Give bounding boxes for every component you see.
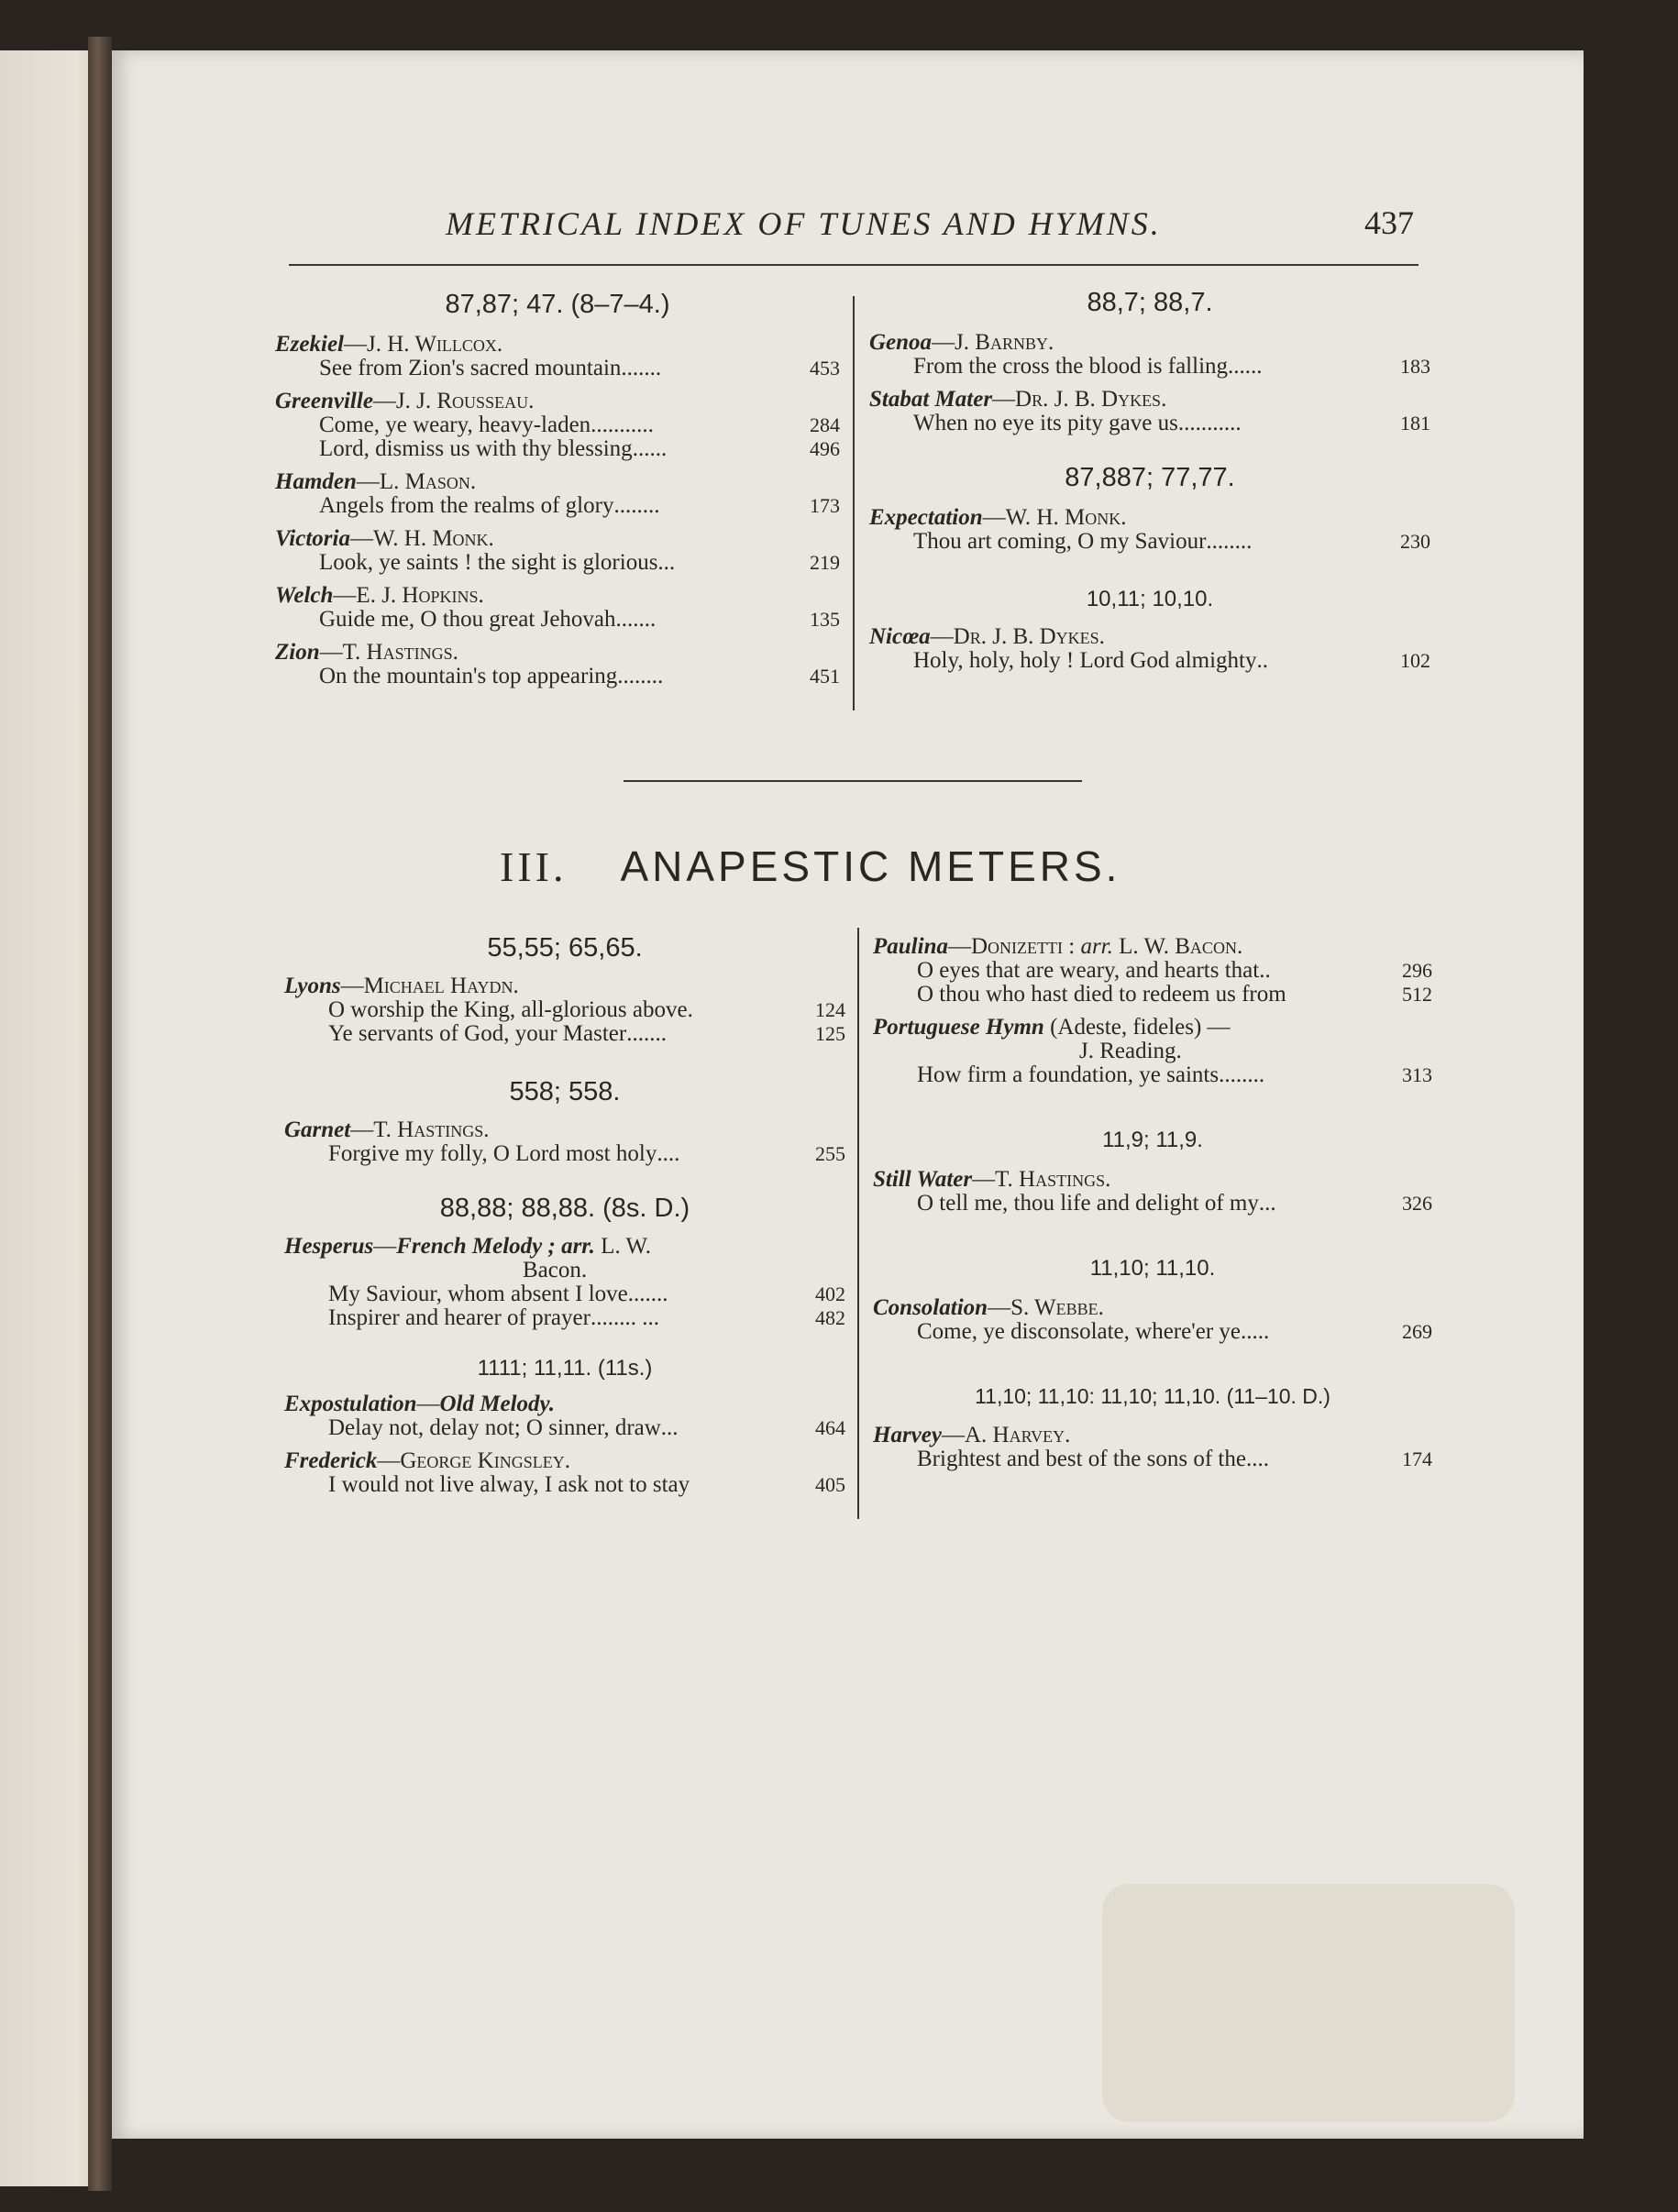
hymn-number: 124 (815, 998, 845, 1021)
hymn-first-line: When no eye its pity gave us (913, 411, 1178, 435)
tune-entry (275, 470, 840, 518)
hymn-number: 135 (810, 608, 840, 631)
composer: L. Mason. (379, 469, 477, 494)
composer-continued: Bacon. (523, 1258, 588, 1282)
tune-name: Expostulation (284, 1392, 417, 1416)
composer: T. Hastings. (342, 640, 458, 665)
hymn-number: 405 (815, 1473, 845, 1496)
tune-entry (284, 1235, 845, 1330)
hymn-first-line: Brightest and best of the sons of the (917, 1447, 1246, 1471)
hymn-number: 219 (810, 551, 840, 574)
tune-name: Ezekiel (275, 332, 344, 357)
leader-dots: ... (660, 1415, 679, 1440)
leader-dots: .... (657, 1141, 680, 1166)
tune-entry (873, 1296, 1432, 1344)
hymn-line (275, 494, 840, 518)
composer: J. H. Willcox. (367, 332, 503, 357)
composer-italic: French Melody ; arr. (396, 1234, 595, 1259)
tune-name: Greenville (275, 389, 373, 413)
leader-dots: ....... (621, 356, 662, 380)
leader-dots: .. (1259, 958, 1271, 983)
hymn-line (284, 1022, 845, 1046)
tune-name: Hesperus (284, 1234, 374, 1259)
tune-name: Frederick (284, 1448, 378, 1473)
tune-entry (275, 641, 840, 688)
tune-name: Consolation (873, 1295, 988, 1320)
hymn-number: 326 (1402, 1192, 1432, 1215)
hymn-number: 313 (1402, 1063, 1432, 1086)
composer: E. J. Hopkins. (356, 583, 484, 608)
tune-name: Still Water (873, 1167, 973, 1192)
hymn-first-line: O thou who hast died to redeem us from (917, 982, 1286, 1007)
tune-entry (869, 388, 1430, 435)
hymn-line (275, 608, 840, 632)
meter-heading: 88,7; 88,7. (1087, 288, 1213, 317)
section-heading (500, 842, 1121, 891)
hymn-first-line: See from Zion's sacred mountain (319, 356, 622, 380)
hymn-line (275, 665, 840, 688)
composer-plain: (Adeste, fideles) — (1050, 1015, 1231, 1040)
leader-dots: .. (1256, 648, 1268, 673)
tune-entry (873, 935, 1432, 1007)
composer: S. Webbe. (1010, 1295, 1104, 1320)
tune-line: Garnet—T. Hastings. (284, 1117, 490, 1142)
meter-heading: 1111; 11,11. (11s.) (477, 1356, 653, 1381)
composer: George Kingsley. (400, 1448, 570, 1473)
hymn-line (275, 551, 840, 575)
meter-heading: 10,11; 10,10. (1086, 587, 1214, 611)
hymn-line (869, 649, 1430, 673)
tune-line: Genoa—J. Barnby. (869, 330, 1054, 355)
tune-line: Consolation—S. Webbe. (873, 1295, 1104, 1320)
leader-dots: ....... (627, 1282, 668, 1306)
composer: T. Hastings. (995, 1167, 1111, 1192)
hymn-line (284, 1282, 845, 1306)
tune-name: Expectation (869, 505, 983, 530)
tune-line: Harvey—A. Harvey. (873, 1423, 1071, 1447)
hymn-first-line: Thou art coming, O my Saviour (913, 529, 1207, 554)
tune-entry (284, 974, 845, 1046)
composer-italic: Old Melody. (439, 1392, 555, 1416)
hymn-number: 451 (810, 665, 840, 688)
paper-stain (1102, 1884, 1515, 2122)
meter-heading: 558; 558. (509, 1077, 621, 1106)
leader-dots: ....... (615, 607, 657, 632)
tune-line: Lyons—Michael Haydn. (284, 974, 519, 998)
tune-line: Paulina—Donizetti : arr. L. W. Bacon. (873, 934, 1243, 959)
hymn-line (869, 412, 1430, 435)
leader-dots: ........ ... (590, 1305, 659, 1330)
composer-italic: arr. (1080, 934, 1113, 959)
hymn-number: 230 (1400, 530, 1430, 553)
tune-entry (284, 1118, 845, 1166)
tune-name: Lyons (284, 974, 341, 998)
tune-entry (275, 527, 840, 575)
bottom-right-column (873, 935, 1432, 1471)
hymn-line (869, 530, 1430, 554)
tune-entry (869, 331, 1430, 379)
hymn-line (275, 437, 840, 461)
tune-line: Victoria—W. H. Monk. (275, 526, 494, 551)
composer-tail: L. W. Bacon. (1119, 934, 1243, 959)
hymn-line (284, 1306, 845, 1330)
hymn-number: 102 (1400, 649, 1430, 672)
hymn-number: 296 (1402, 959, 1432, 982)
hymn-number: 284 (810, 413, 840, 436)
top-left-column (275, 290, 840, 688)
tune-line: Hesperus—French Melody ; arr. L. W. (284, 1234, 652, 1259)
composer: L. W. (601, 1234, 652, 1259)
tune-name: Nicœa (869, 624, 931, 649)
tune-name: Zion (275, 640, 320, 665)
composer-continued: J. Reading. (1079, 1039, 1182, 1063)
hymn-number: 402 (815, 1282, 845, 1305)
hymn-first-line: Look, ye saints ! the sight is glorious (319, 550, 658, 575)
tune-line: Stabat Mater—Dr. J. B. Dykes. (869, 387, 1167, 412)
leader-dots: ..... (1241, 1319, 1270, 1344)
hymn-first-line: Angels from the realms of glory (319, 493, 614, 518)
composer: Donizetti : (970, 934, 1076, 959)
composer: T. Hastings. (373, 1117, 490, 1142)
leader-dots: ........ (1219, 1062, 1265, 1087)
hymn-first-line: Delay not, delay not; O sinner, draw (328, 1415, 661, 1440)
hymn-line (284, 1142, 845, 1166)
hymn-number: 173 (810, 494, 840, 517)
tune-name: Stabat Mater (869, 387, 993, 412)
composer: W. H. Monk. (372, 526, 494, 551)
section-title: ANAPESTIC METERS. (620, 842, 1121, 890)
meter-heading: 11,10; 11,10: 11,10; 11,10. (11–10. D.) (975, 1384, 1330, 1408)
hymn-line (873, 1447, 1432, 1471)
hymn-line (873, 983, 1432, 1007)
tune-line: Greenville—J. J. Rousseau. (275, 389, 535, 413)
tune-name: Harvey (873, 1423, 942, 1447)
hymn-number: 512 (1402, 983, 1432, 1006)
hymn-first-line: Inspirer and hearer of prayer (328, 1305, 591, 1330)
bottom-column-divider (857, 928, 859, 1519)
hymn-first-line: O worship the King, all-glorious above. (328, 997, 693, 1022)
hymn-first-line: Come, ye weary, heavy-laden (319, 413, 591, 437)
hymn-line (873, 1320, 1432, 1344)
hymn-number: 174 (1402, 1447, 1432, 1470)
hymn-first-line: Guide me, O thou great Jehovah (319, 607, 616, 632)
hymn-line (284, 1416, 845, 1440)
section-numeral: III. (500, 843, 568, 890)
tune-name: Garnet (284, 1117, 351, 1142)
tune-name: Paulina (873, 934, 948, 959)
hymn-line (284, 1473, 845, 1497)
hymn-number: 464 (815, 1416, 845, 1439)
leader-dots: ........ (617, 664, 664, 688)
tune-line: Zion—T. Hastings. (275, 640, 458, 665)
bottom-left-column (284, 933, 845, 1497)
tune-entry (275, 584, 840, 632)
running-head: METRICAL INDEX OF TUNES AND HYMNS. (446, 205, 1162, 242)
tune-name: Hamden (275, 469, 357, 494)
hymn-line (873, 959, 1432, 983)
hymn-line (275, 413, 840, 437)
hymn-first-line: Come, ye disconsolate, where'er ye (917, 1319, 1241, 1344)
leader-dots: ........... (591, 413, 654, 437)
section-divider-rule (624, 780, 1082, 782)
composer: A. Harvey. (964, 1423, 1071, 1447)
tune-entry (869, 506, 1430, 554)
tune-entry (873, 1168, 1432, 1216)
hymn-first-line: On the mountain's top appearing (319, 664, 618, 688)
leader-dots: ........... (1177, 411, 1242, 435)
tune-name: Portuguese Hymn (873, 1015, 1044, 1040)
hymn-number: 482 (815, 1306, 845, 1329)
leader-dots: ...... (1228, 354, 1263, 379)
meter-heading: 87,887; 77,77. (1065, 463, 1235, 492)
hymn-first-line: How firm a foundation, ye saints (917, 1062, 1220, 1087)
hymn-number: 496 (810, 437, 840, 460)
tune-entry (275, 333, 840, 380)
meter-heading: 55,55; 65,65. (487, 933, 643, 963)
meter-heading: 88,88; 88,88. (8s. D.) (439, 1194, 690, 1223)
meter-heading: 11,9; 11,9. (1102, 1128, 1203, 1152)
hymn-number: 255 (815, 1142, 845, 1165)
tune-entry (873, 1424, 1432, 1471)
hymn-number: 183 (1400, 355, 1430, 378)
book-spine (88, 37, 112, 2191)
composer: J. J. Rousseau. (395, 389, 535, 413)
meter-heading: 11,10; 11,10. (1089, 1256, 1216, 1281)
hymn-line (869, 355, 1430, 379)
hymn-first-line: My Saviour, whom absent I love (328, 1282, 628, 1306)
hymn-first-line: Forgive my folly, O Lord most holy (328, 1141, 657, 1166)
meter-heading: 87,87; 47. (8–7–4.) (445, 290, 670, 319)
leader-dots: ........ (1206, 529, 1253, 554)
hymn-number: 125 (815, 1022, 845, 1045)
tune-line (873, 1016, 1432, 1040)
tune-line: Frederick—George Kingsley. (284, 1448, 570, 1473)
top-column-divider (853, 296, 855, 710)
leader-dots: ... (1258, 1191, 1276, 1216)
hymn-number: 181 (1400, 412, 1430, 435)
tune-name: Genoa (869, 330, 933, 355)
tune-line: Expectation—W. H. Monk. (869, 505, 1127, 530)
leader-dots: ... (657, 550, 676, 575)
hymn-first-line: O eyes that are weary, and hearts that (917, 958, 1260, 983)
hymn-first-line: O tell me, thou life and delight of my (917, 1191, 1259, 1216)
tune-line: Still Water—T. Hastings. (873, 1167, 1111, 1192)
hymn-first-line: I would not live alway, I ask not to stay (328, 1472, 690, 1497)
hymn-first-line: Lord, dismiss us with thy blessing (319, 436, 633, 461)
leader-dots: ........ (613, 493, 660, 518)
composer: Dr. J. B. Dykes. (1015, 387, 1167, 412)
leader-dots: ....... (626, 1021, 667, 1046)
tune-line: Welch—E. J. Hopkins. (275, 583, 484, 608)
hymn-line (873, 1063, 1432, 1087)
tune-line: Hamden—L. Mason. (275, 469, 477, 494)
tune-name: Victoria (275, 526, 350, 551)
tune-entry (275, 390, 840, 461)
tune-entry (284, 1449, 845, 1497)
tune-entry (284, 1392, 845, 1440)
leader-dots: .... (1245, 1447, 1269, 1471)
composer: Michael Haydn. (363, 974, 519, 998)
composer: Dr. J. B. Dykes. (953, 624, 1105, 649)
hymn-line (873, 1192, 1432, 1216)
tune-entry (873, 1016, 1432, 1087)
hymn-line (284, 998, 845, 1022)
hymn-line (275, 357, 840, 380)
header-rule (289, 264, 1419, 266)
tune-line: Ezekiel—J. H. Willcox. (275, 332, 503, 357)
tune-name: Welch (275, 583, 334, 608)
composer: W. H. Monk. (1005, 505, 1127, 530)
tune-entry (869, 625, 1430, 673)
top-right-column (869, 288, 1430, 673)
leader-dots: ...... (632, 436, 668, 461)
hymn-first-line: From the cross the blood is falling (913, 354, 1229, 379)
page-number: 437 (1364, 204, 1414, 241)
hymn-number: 269 (1402, 1320, 1432, 1343)
hymn-number: 453 (810, 357, 840, 380)
hymn-first-line: Ye servants of God, your Master (328, 1021, 627, 1046)
composer: J. Barnby. (955, 330, 1054, 355)
tune-line: Expostulation—Old Melody. (284, 1392, 555, 1416)
tune-line: Nicœa—Dr. J. B. Dykes. (869, 624, 1105, 649)
hymn-first-line: Holy, holy, holy ! Lord God almighty (913, 648, 1257, 673)
